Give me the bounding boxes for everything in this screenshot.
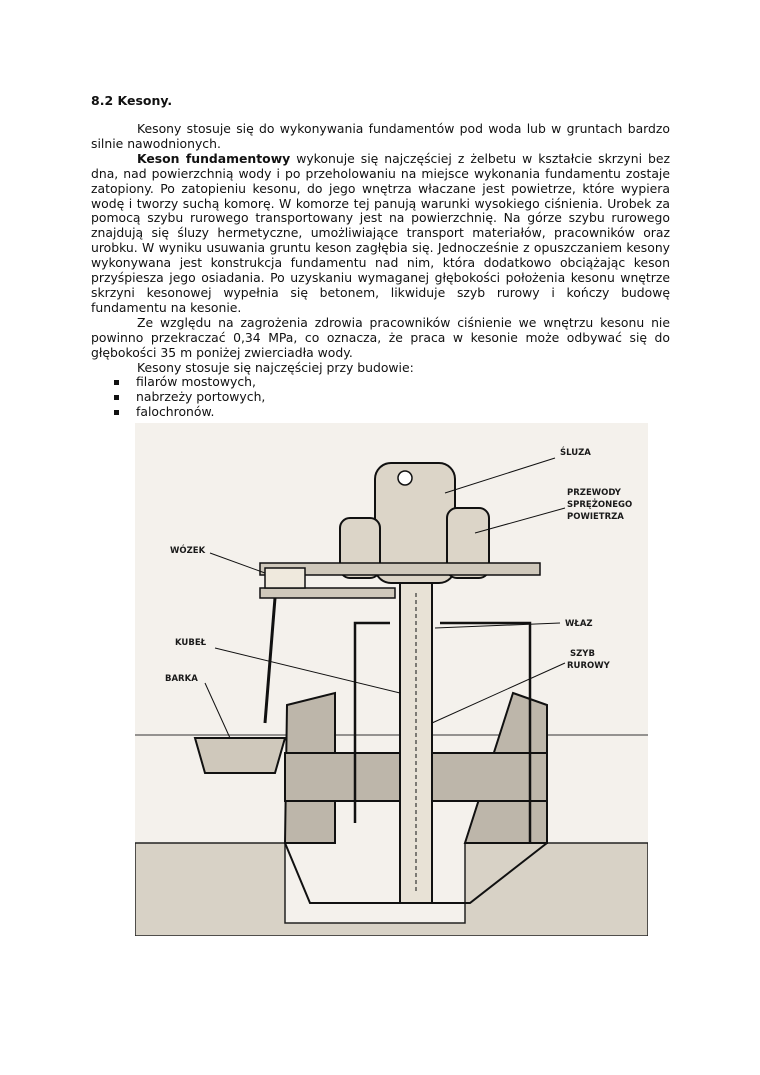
paragraph-4: Kesony stosuje się najczęściej przy budowie: [137,359,414,375]
list-item: falochronów. [91,405,670,420]
label-szyb-1: SZYB [570,649,595,659]
paragraph-1: Kesony stosuje się do wykonywania fundamentów pod woda lub w gruntach bardzo silnie nawodnionych. [91,121,670,151]
label-barka: BARKA [165,674,198,684]
list-item: filarów mostowych, [91,375,670,390]
body-text [91,122,670,420]
label-kubel: KUBEŁ [175,638,207,648]
leader-line [445,458,555,493]
label-przewody-3: POWIETRZA [567,512,624,522]
leader-line [215,648,400,693]
airlock-valve-icon [398,471,412,485]
paragraph-2 [91,152,670,316]
label-wozek: WÓZEK [170,546,206,556]
leader-line [205,683,230,738]
barge-icon [195,738,285,773]
label-przewody-2: SPRĘŻONEGO [567,500,633,510]
list-item: nabrzeży portowych, [91,390,670,405]
section-heading: 8.2 Kesony. [91,93,173,108]
leader-line [210,553,265,573]
caisson-figure [135,423,648,936]
bullet-list [91,375,670,420]
ground [135,843,648,936]
label-szyb-2: RUROWY [567,661,610,671]
platform-lower [260,588,395,598]
caisson-diagram [135,423,648,936]
cart-icon [265,568,305,588]
term-keson-fundamentowy: Keson fundamentowy [137,150,291,166]
label-przewody-1: PRZEWODY [567,488,621,498]
paragraph-2-text: wykonuje się najczęściej z żelbetu w kształcie skrzyni bez dna, nad powierzchnią wody i po przeholowaniu na miejsce wykonania fundamentu zostaje zatopiony. Po zatopieniu kesonu, do jego wnętrza właczane jest powietrze, które wypiera wodę i tworzy suchą komorę. W komorze tej panują warunki wysokiego ciśnienia. Urobek za pomocą szybu rurowego transportowany jest na powierzchnię. Na górze szybu rurowego znajdują się śluzy hermetyczne, umożliwiające transport materiałów, pracowników oraz urobku. W wyniku usuwania gruntu keson zagłębia się. Jednocześnie z opuszczaniem kesony wykonywana jest konstrukcja fundamentu nad nim, która dodatkowo obciążając keson przyśpiesza jego osiadania. Po uzyskaniu wymaganej głębokości położenia kesonu wnętrze skrzyni kesonowej wypełnia się betonem, likwiduje szyb rurowy i kończy budowę fundamentu na kesonie. [91,150,670,315]
label-sluza: ŚLUZA [560,448,591,458]
paragraph-3: Ze względu na zagrożenia zdrowia pracowników ciśnienie we wnętrzu kesonu nie powinno przekraczać 0,34 MPa, co oznacza, że praca w kesonie może odbywać się do głębokości 35 m poniżej zwierciadła wody. [91,314,670,360]
label-wlaz: WŁAZ [565,619,593,629]
